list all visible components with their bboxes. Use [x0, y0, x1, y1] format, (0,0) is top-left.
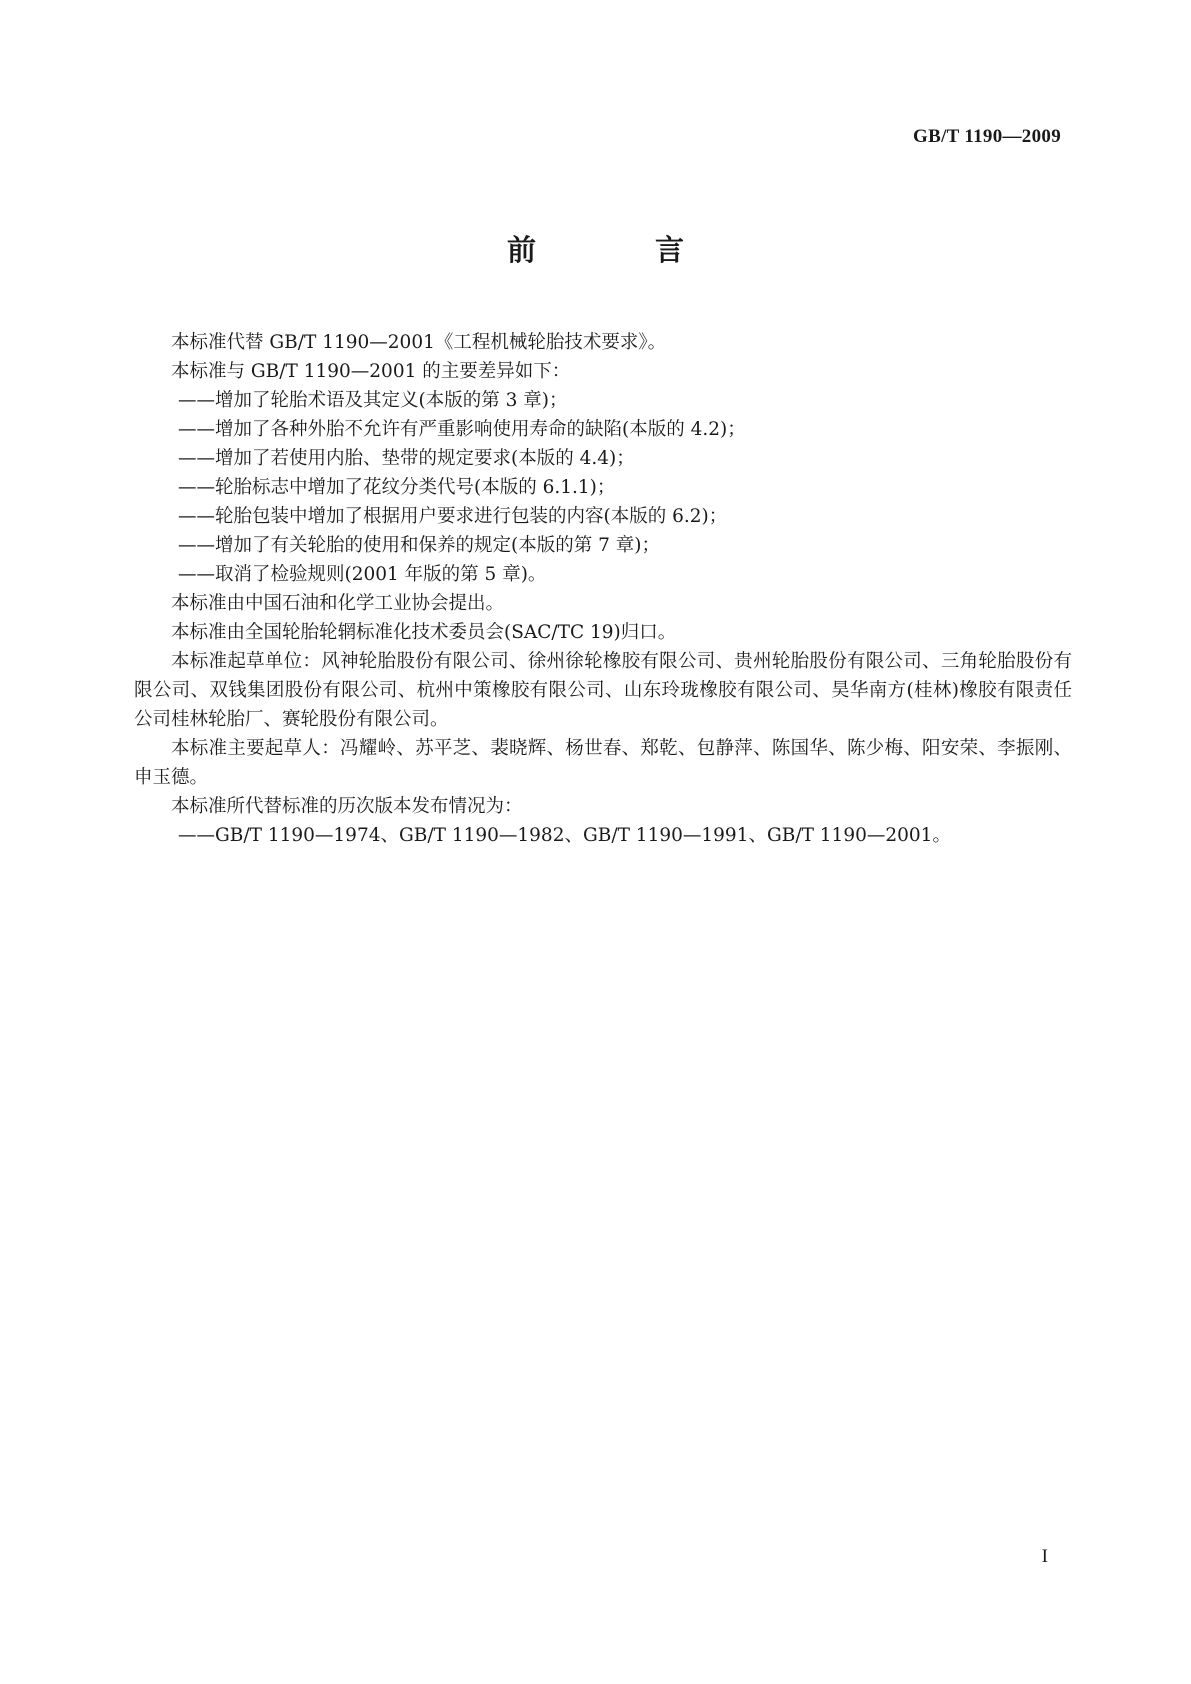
paragraph-drafting-units: 本标准起草单位：风神轮胎股份有限公司、徐州徐轮橡胶有限公司、贵州轮胎股份有限公司、三角轮胎股份有限公司、双钱集团股份有限公司、杭州中策橡胶有限公司、山东玲珑橡胶有限公司、昊华南方(桂林)橡胶有限责任公司桂林轮胎厂、赛轮股份有限公司。 [134, 651, 1072, 730]
page-title: 前 言 [506, 233, 729, 267]
list-item: ——增加了各种外胎不允许有严重影响使用寿命的缺陷(本版的 4.2)； [178, 419, 746, 440]
list-item: ——增加了有关轮胎的使用和保养的规定(本版的第 7 章)； [178, 535, 660, 556]
standard-code: GB/T 1190—2009 [913, 126, 1061, 147]
paragraph-differences-intro: 本标准与 GB/T 1190—2001 的主要差异如下： [171, 361, 571, 382]
list-item: ——轮胎标志中增加了花纹分类代号(本版的 6.1.1)； [178, 477, 616, 498]
paragraph-drafters: 本标准主要起草人：冯耀岭、苏平芝、裴晓辉、杨世春、郑乾、包静萍、陈国华、陈少梅、阳安荣、李振刚、申玉德。 [134, 738, 1072, 788]
list-item: ——GB/T 1190—1974、GB/T 1190—1982、GB/T 1190—1991、GB/T 1190—2001。 [178, 825, 951, 846]
page-number: I [1041, 1546, 1048, 1567]
list-item: ——取消了检验规则(2001 年版的第 5 章)。 [178, 564, 547, 585]
paragraph-history-intro: 本标准所代替标准的历次版本发布情况为： [171, 796, 523, 817]
document-body [134, 328, 1072, 850]
paragraph-replaces: 本标准代替 GB/T 1190—2001《工程机械轮胎技术要求》。 [171, 332, 667, 353]
paragraph-committee: 本标准由全国轮胎轮辋标准化技术委员会(SAC/TC 19)归口。 [171, 622, 677, 643]
list-item: ——轮胎包装中增加了根据用户要求进行包装的内容(本版的 6.2)； [178, 506, 728, 527]
paragraph-proposer: 本标准由中国石油和化学工业协会提出。 [171, 593, 505, 614]
list-item: ——增加了轮胎术语及其定义(本版的第 3 章)； [178, 390, 568, 411]
list-item: ——增加了若使用内胎、垫带的规定要求(本版的 4.4)； [178, 448, 635, 469]
